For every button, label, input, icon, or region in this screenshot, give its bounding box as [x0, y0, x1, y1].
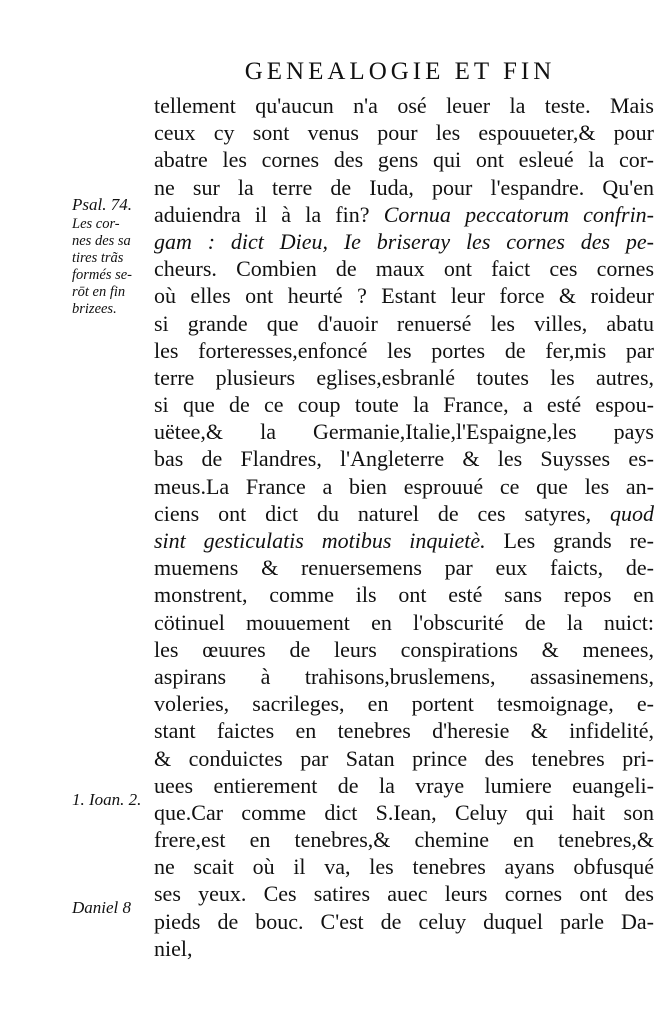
gloss-line: Les cor-: [72, 216, 120, 232]
text-line: uëtee,& la Germanie,Italie,l'Espaigne,les pays: [154, 419, 654, 445]
text-line: les œuures de leurs conspirations & menees,: [154, 636, 654, 662]
text-line: cötinuel mouuement en l'obscurité de la nuict:: [154, 609, 654, 635]
text-line: si grande que d'auoir renuersé les villes, abatu: [154, 310, 654, 336]
text-line: [154, 228, 654, 255]
gloss-line: nes des sa: [72, 233, 131, 249]
margin-note-john: 1. Ioan. 2.: [72, 790, 142, 809]
text-line: abatre les cornes des gens qui ont esleué la cor-: [154, 147, 654, 173]
text-line: où elles ont heurté ? Estant leur force & roideur: [154, 283, 654, 309]
text-line: ses yeux. Ces satires auec leurs cornes ont des: [154, 881, 654, 907]
text-line: ne sur la terre de Iuda, pour l'espandre. Qu'en: [154, 174, 654, 200]
text-line: voleries, sacrileges, en portent tesmoignage, e-: [154, 691, 654, 717]
text-line: stant faictes en tenebres d'heresie & infidelité,: [154, 718, 654, 744]
margin-note-daniel: Daniel 8: [72, 898, 132, 917]
latin-quote: sint gesticulatis motibus inquietè.: [154, 528, 486, 553]
text-line: ceux cy sont venus pour les espouueter,& pour: [154, 120, 654, 146]
text-line: bas de Flandres, l'Angleterre & les Suysses es-: [154, 446, 654, 472]
body-text: [154, 92, 654, 962]
gloss-line: brizees.: [72, 301, 117, 317]
text-line: que.Car comme dict S.Iean, Celuy qui hait son: [154, 799, 654, 825]
text-line: uees entierement de la vraye lumiere euangeli-: [154, 772, 654, 798]
text-line: & conduictes par Satan prince des tenebres pri-: [154, 745, 654, 771]
text-line: meus.La France a bien esprouué ce que les an-: [154, 473, 654, 499]
latin-quote: Cornua peccatorum confrin-: [383, 201, 655, 227]
text-line: si que de ce coup toute la France, a esté espou-: [154, 392, 654, 418]
text-line: [154, 527, 654, 554]
text-line: [154, 201, 654, 228]
latin-quote: quod: [610, 500, 654, 526]
margin-note-psalm: Psal. 74.: [72, 195, 132, 214]
text-line: [154, 500, 654, 527]
text-segment: Les grands re-: [503, 528, 655, 553]
gloss-line: tires trãs: [72, 250, 124, 266]
running-head: GENEALOGIE ET FIN: [244, 58, 556, 85]
text-line: pieds de bouc. C'est de celuy duquel parle Da-: [154, 908, 654, 934]
gloss-line: formés se-: [72, 267, 133, 283]
text-line: monstrent, comme ils ont esté sans repos en: [154, 582, 654, 608]
text-segment: aduiendra il à la fin?: [154, 201, 370, 227]
text-line: ne scait où il va, les tenebres ayans obfusqué: [154, 854, 654, 880]
text-line-catchword: niel,: [154, 935, 193, 961]
margin-gloss: [72, 216, 132, 318]
text-line: cheurs. Combien de maux ont faict ces cornes: [154, 256, 654, 282]
gloss-line: rōt en fin: [72, 284, 126, 300]
text-line: tellement qu'aucun n'a osé leuer la teste. Mais: [154, 93, 654, 118]
text-line: muemens & renuersemens par eux faicts, de-: [154, 555, 654, 581]
text-line: les forteresses,enfoncé les portes de fer,mis par: [154, 337, 654, 363]
text-line: aspirans à trahisons,bruslemens, assasinemens,: [154, 663, 654, 689]
text-segment: ciens ont dict du naturel de ces satyres,: [154, 500, 592, 526]
text-line: frere,est en tenebres,& chemine en tenebres,&: [154, 827, 654, 853]
text-line: terre plusieurs eglises,esbranlé toutes les autres,: [154, 364, 654, 390]
latin-quote: gam : dict Dieu, Ie briseray les cornes des pe-: [154, 228, 654, 254]
